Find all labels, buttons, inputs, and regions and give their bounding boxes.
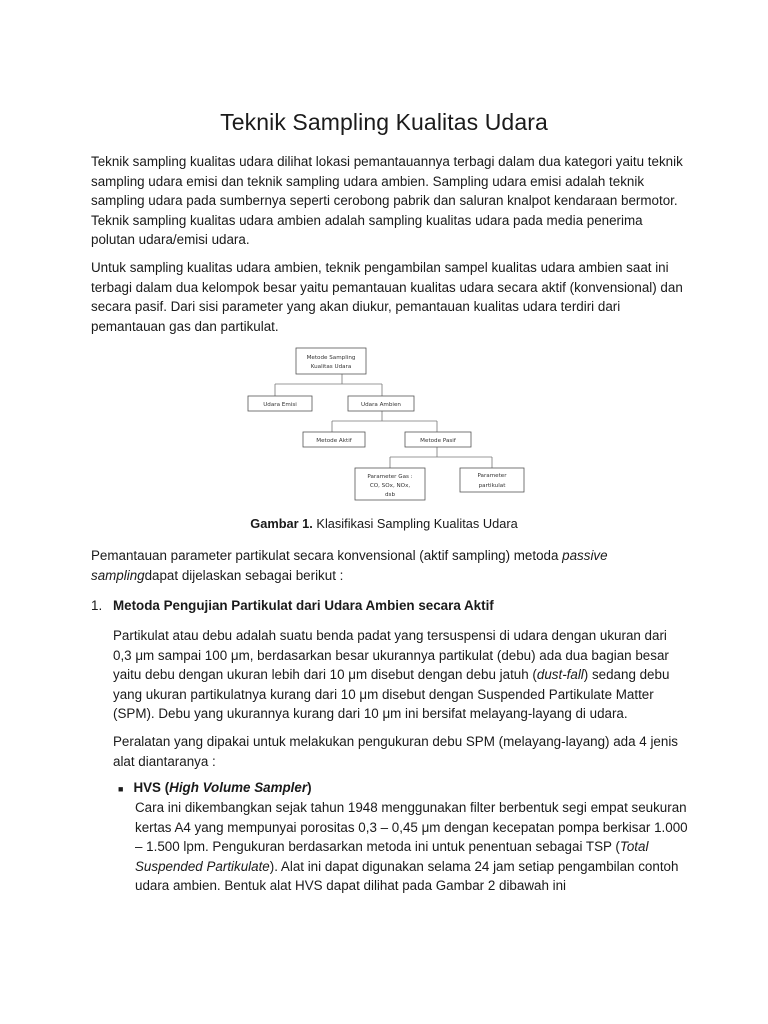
diagram-gas-line2: CO, SOx, NOx,	[369, 483, 411, 489]
list-item-heading	[91, 598, 494, 613]
diagram-partikulat-line1: Parameter	[477, 473, 507, 479]
classification-diagram	[240, 342, 540, 502]
bullet-hvs-heading	[118, 780, 312, 795]
p4-text-italic: dust-fall	[536, 667, 584, 683]
paragraph-passive-sampling	[91, 546, 686, 585]
diagram-emisi-label: Udara Emisi	[263, 402, 297, 408]
p6-text-italic: Total Suspended Partikulate	[135, 839, 649, 874]
paragraph-ambient-sampling: Untuk sampling kualitas udara ambien, teknik pengambilan sampel kualitas udara ambien saat ini terbagi dalam dua kelompok besar yaitu pemantauan kualitas udara secara aktif (konvensional) dan secara pasif. Dari sisi parameter yang akan diukur, pemantauan kualitas udara terdiri dari pemantauan gas dan partikulat.	[91, 260, 683, 334]
diagram-root-line1: Metode Sampling	[306, 355, 356, 361]
diagram-node-root	[296, 348, 366, 374]
caption-text: Klasifikasi Sampling Kualitas Udara	[312, 516, 518, 531]
bullet-square-icon: ■	[118, 784, 124, 794]
diagram-aktif-label: Metode Aktif	[316, 438, 352, 444]
paragraph-particulate	[113, 626, 688, 724]
page-title: Teknik Sampling Kualitas Udara	[220, 109, 548, 136]
diagram-pasif-label: Metode Pasif	[420, 438, 456, 444]
p4-text-c: ) sedang debu yang ukuran partikulatnya kurang dari 10 μm disebut dengan Suspended Partikulate Matter (SPM). Debu yang ukurannya kurang dari 10 μm ini bersifat melayang-layang di udara.	[113, 667, 670, 722]
diagram-partikulat-line2: partikulat	[478, 483, 506, 489]
p4-text-a: Partikulat atau debu adalah suatu benda padat yang tersuspensi di udara dengan ukuran dari 0,3 μm sampai 100 μm, berdasarkan besar ukurannya partikulat (debu) ada dua bagian besar yaitu debu dengan ukuran lebih dari 10 μm disebut dengan debu jatuh (	[113, 628, 669, 683]
paragraph-hvs-description	[135, 798, 690, 896]
diagram-gas-line1: Parameter Gas :	[367, 474, 413, 480]
bullet-suffix: )	[307, 780, 312, 795]
list-heading-text: Metoda Pengujian Partikulat dari Udara Ambien secara Aktif	[113, 598, 494, 613]
figure-caption	[0, 516, 768, 531]
bullet-prefix: HVS (	[133, 780, 170, 795]
caption-label: Gambar 1.	[250, 516, 313, 531]
paragraph-intro: Teknik sampling kualitas udara dilihat lokasi pemantauannya terbagi dalam dua kategori yaitu teknik sampling udara emisi dan teknik sampling udara ambien. Sampling udara emisi adalah teknik sampling udara pada sumbernya seperti cerobong pabrik dan saluran knalpot kendaraan bermotor. Teknik sampling kualitas udara ambien adalah sampling kualitas udara pada media penerima polutan udara/emisi udara.	[91, 154, 683, 248]
diagram-ambien-label: Udara Ambien	[361, 402, 401, 408]
paragraph-equipment: Peralatan yang dipakai untuk melakukan pengukuran debu SPM (melayang-layang) ada 4 jenis alat diantaranya :	[113, 734, 678, 769]
p6-text-a: Cara ini dikembangkan sejak tahun 1948 menggunakan filter berbentuk segi empat seukuran kertas A4 yang mempunyai porositas 0,3 – 0,45 μm dengan kecepatan pompa berkisar 1.000 – 1.500 lpm. Pengukuran berdasarkan metoda ini untuk penentuan sebagai TSP (	[135, 800, 688, 855]
p3-text-c: dapat dijelaskan sebagai berikut :	[144, 567, 344, 583]
diagram-gas-line3: dsb	[384, 492, 396, 498]
bullet-heading-text	[133, 780, 311, 795]
p6-text-c: ). Alat ini dapat digunakan selama 24 jam setiap pengambilan contoh udara ambien. Bentuk alat HVS dapat dilihat pada Gambar 2 dibawah ini	[135, 858, 679, 894]
p3-text-italic: passive sampling	[91, 548, 608, 583]
bullet-italic: High Volume Sampler	[169, 780, 308, 795]
list-number: 1.	[91, 598, 103, 613]
p3-text-a: Pemantauan parameter partikulat secara konvensional (aktif sampling) metoda	[91, 548, 563, 563]
diagram-root-line2: Kualitas Udara	[310, 364, 352, 370]
